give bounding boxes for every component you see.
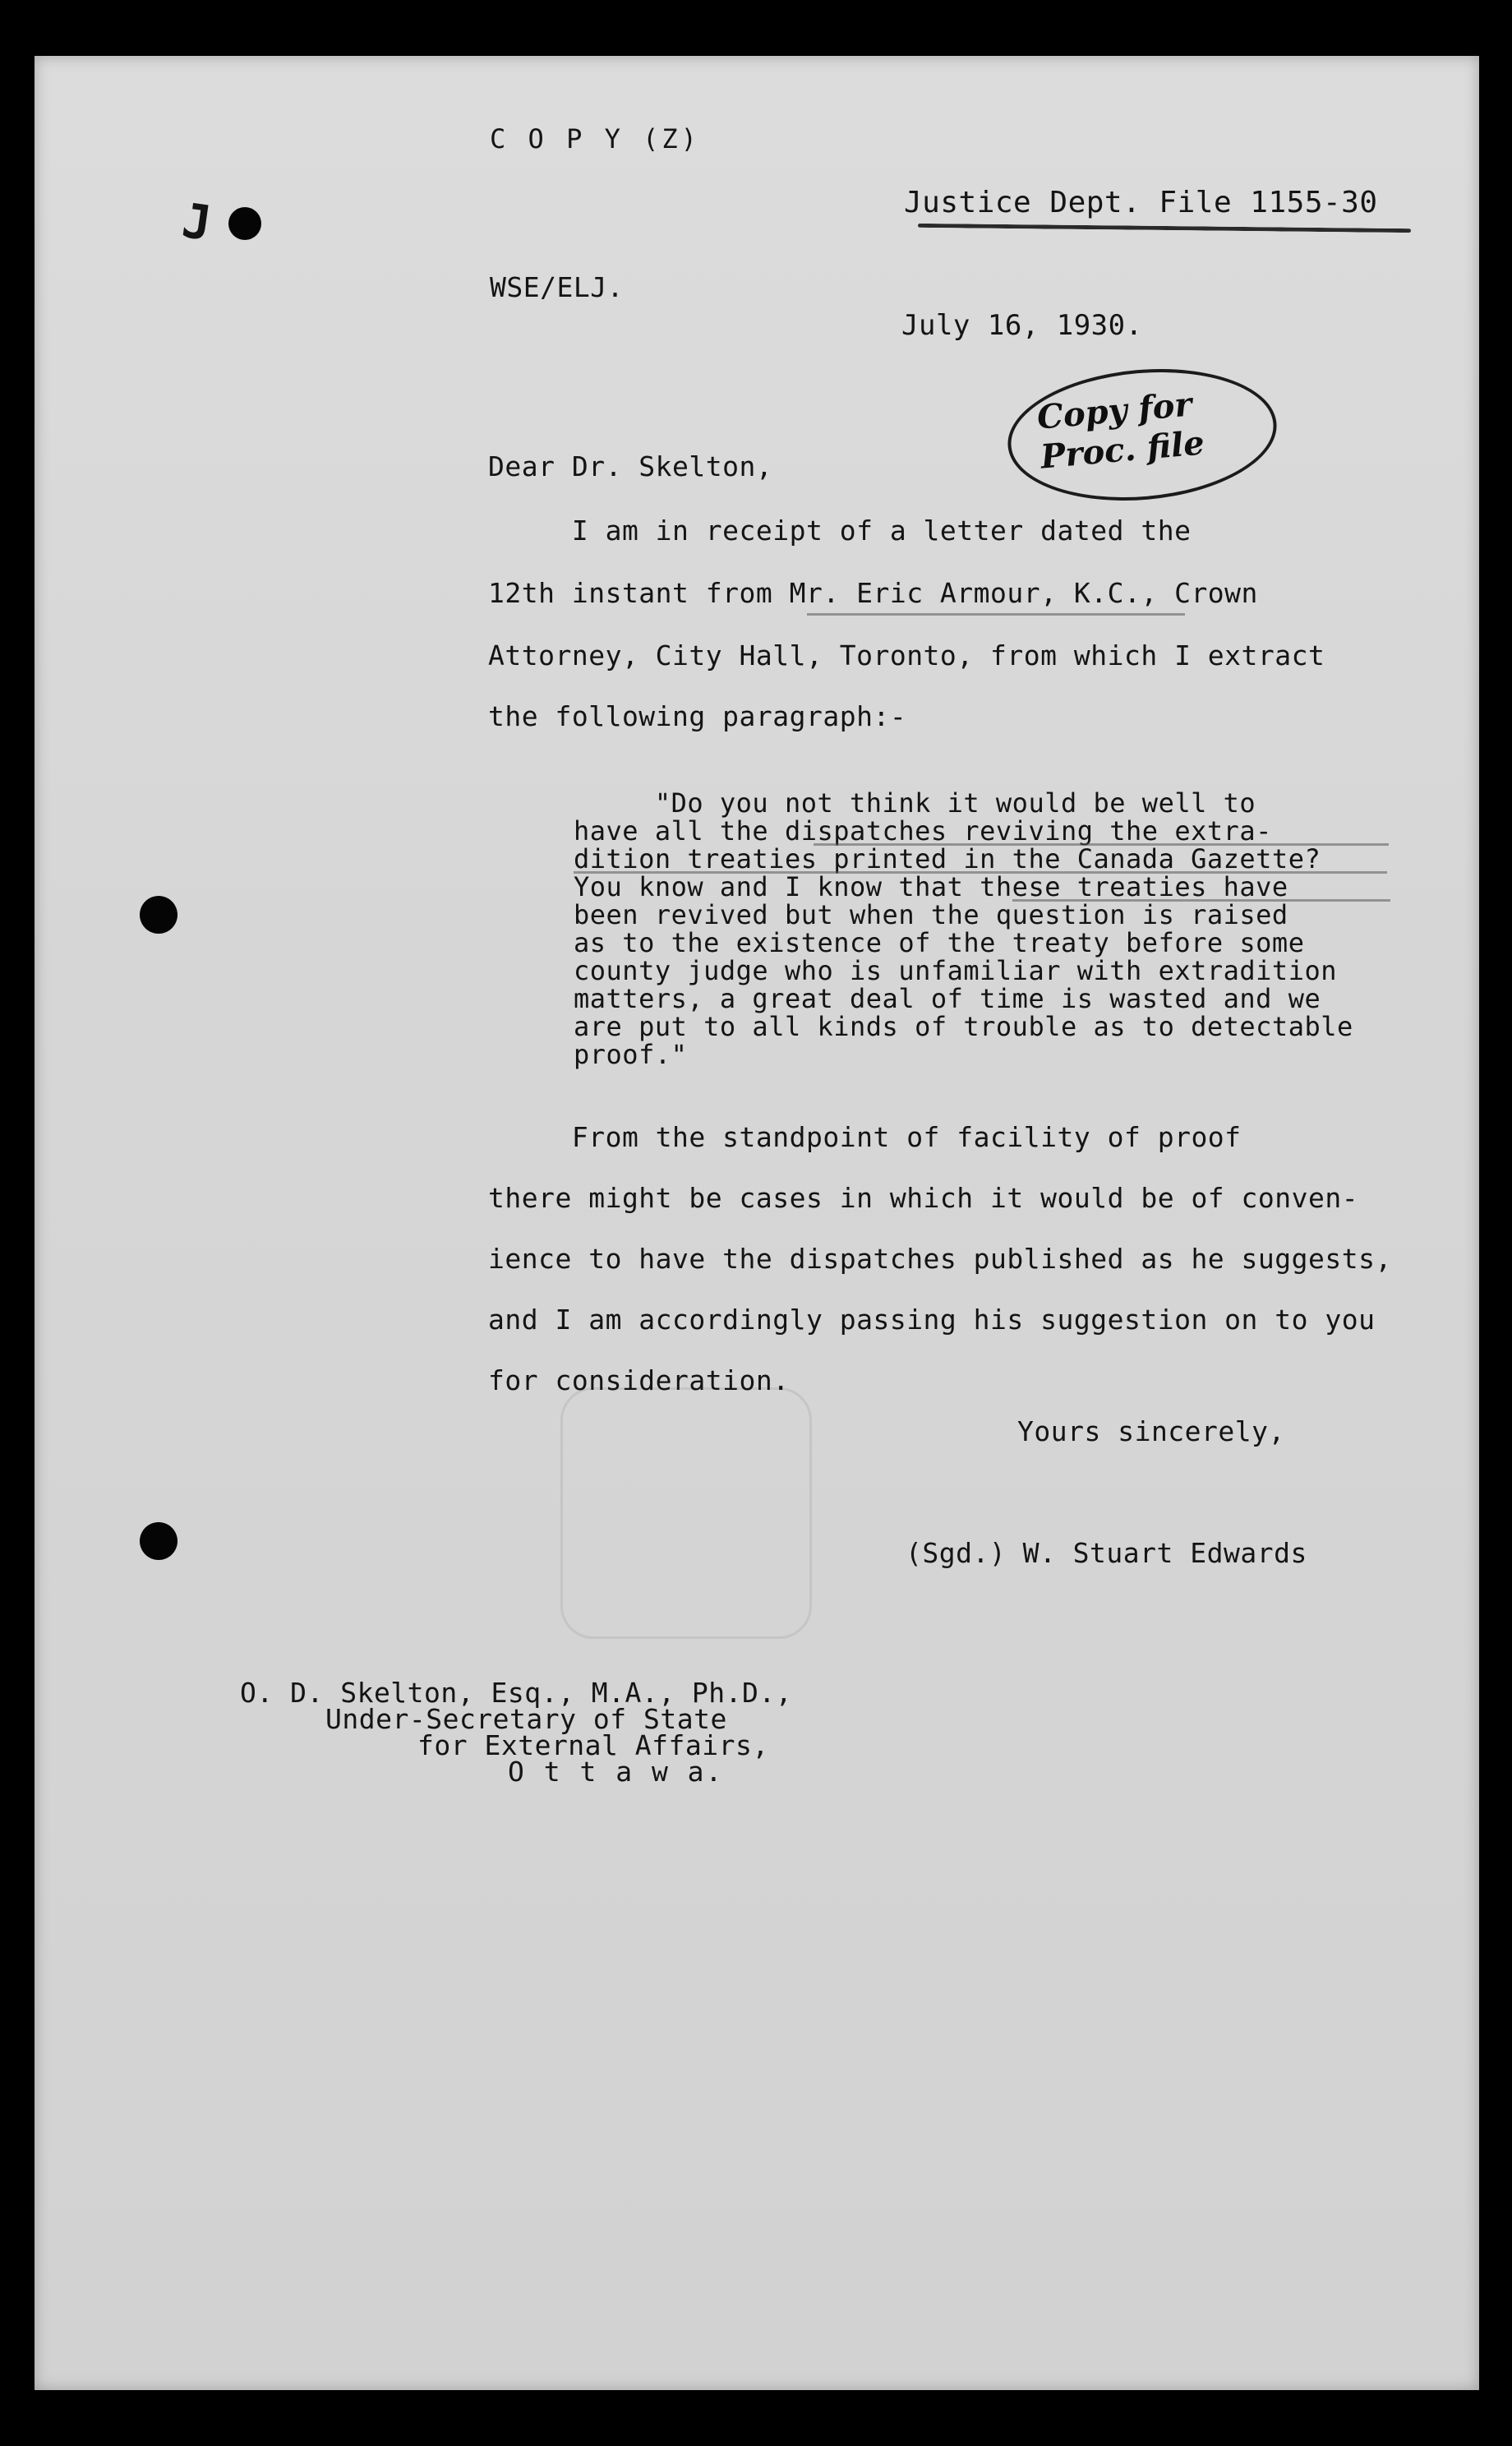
recipient-line-4: O t t a w a. xyxy=(508,1756,724,1788)
para2-line-3: ience to have the dispatches published as he suggests, xyxy=(488,1243,1392,1275)
quote-underline-3 xyxy=(1012,899,1390,902)
quote-underline-2 xyxy=(574,871,1387,874)
quote-line-2: have all the dispatches reviving the extra- xyxy=(574,815,1272,847)
annotation-handwriting xyxy=(1035,384,1205,477)
name-underline xyxy=(807,613,1185,616)
quote-line-5: been revived but when the question is raised xyxy=(574,899,1288,930)
quote-line-6: as to the existence of the treaty before some xyxy=(574,927,1305,958)
para1-line-1: I am in receipt of a letter dated the xyxy=(488,515,1192,547)
punch-hole xyxy=(140,1522,177,1560)
para1-line-2: 12th instant from Mr. Eric Armour, K.C., Crown xyxy=(488,577,1258,609)
signature: (Sgd.) W. Stuart Edwards xyxy=(906,1537,1307,1569)
salutation: Dear Dr. Skelton, xyxy=(488,450,773,482)
document-page xyxy=(35,56,1479,2390)
annotation-line-2: Proc. file xyxy=(1039,423,1206,477)
para2-line-4: and I am accordingly passing his suggestion on to you xyxy=(488,1304,1376,1336)
reference-initials: WSE/ELJ. xyxy=(490,271,624,303)
para2-line-1: From the standpoint of facility of proof xyxy=(488,1121,1242,1153)
recipient-line-1: O. D. Skelton, Esq., M.A., Ph.D., xyxy=(240,1677,793,1709)
copy-mark: C O P Y (Z) xyxy=(490,123,700,155)
quote-line-10: proof." xyxy=(574,1039,688,1070)
letter-date: July 16, 1930. xyxy=(901,309,1143,342)
quote-line-8: matters, a great deal of time is wasted and we xyxy=(574,983,1321,1014)
quote-line-4: You know and I know that these treaties have xyxy=(574,871,1288,902)
file-reference: Justice Dept. File 1155-30 xyxy=(904,186,1378,219)
faded-stamp-impression xyxy=(560,1387,812,1639)
file-reference-underline xyxy=(918,224,1411,233)
margin-mark: J xyxy=(178,192,215,252)
margin-dot xyxy=(228,207,261,240)
recipient-line-2: Under-Secretary of State xyxy=(325,1703,727,1735)
quote-underline-1 xyxy=(814,843,1389,846)
quote-line-7: county judge who is unfamiliar with extradition xyxy=(574,955,1337,986)
quote-line-1: "Do you not think it would be well to xyxy=(574,787,1256,819)
annotation-line-1: Copy for xyxy=(1035,385,1194,437)
quote-line-9: are put to all kinds of trouble as to detectable xyxy=(574,1011,1353,1042)
para2-line-5: for consideration. xyxy=(488,1364,790,1396)
quote-line-3: dition treaties printed in the Canada Gazette? xyxy=(574,843,1321,875)
para2-line-2: there might be cases in which it would be of conven- xyxy=(488,1182,1359,1214)
punch-hole xyxy=(140,896,177,934)
para1-line-4: the following paragraph:- xyxy=(488,700,907,732)
para1-line-3: Attorney, City Hall, Toronto, from which I extract xyxy=(488,639,1325,671)
closing: Yours sincerely, xyxy=(1017,1415,1285,1447)
recipient-line-3: for External Affairs, xyxy=(417,1729,769,1761)
